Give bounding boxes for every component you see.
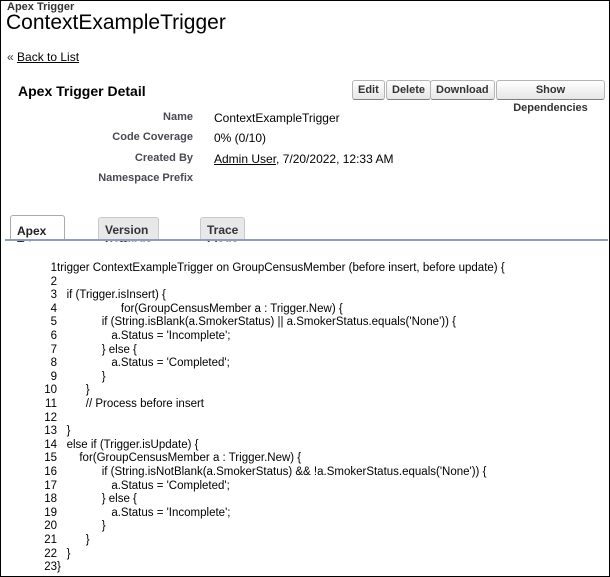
line-number: 7 bbox=[50, 343, 57, 356]
line-number: 5 bbox=[50, 316, 57, 329]
line-number: 6 bbox=[50, 330, 57, 342]
line-number: 22 bbox=[44, 547, 57, 560]
code-text: // Process before insert bbox=[57, 398, 205, 410]
code-text: a.Status = 'Incomplete'; bbox=[57, 506, 231, 519]
field-row-created-by bbox=[5, 152, 603, 172]
code-text: } else { bbox=[57, 343, 137, 356]
back-prefix: « bbox=[7, 50, 14, 64]
code-text: } bbox=[57, 370, 106, 383]
code-text: a.Status = 'Completed'; bbox=[57, 357, 230, 370]
back-to-list-link[interactable]: Back to List bbox=[17, 50, 80, 64]
code-text: for(GroupCensusMember a : Trigger.New) { bbox=[57, 302, 343, 315]
line-number: 21 bbox=[44, 534, 57, 546]
line-number: 11 bbox=[45, 398, 57, 410]
detail-section-title: Apex Trigger Detail bbox=[18, 83, 146, 99]
code-text: a.Status = 'Incomplete'; bbox=[57, 330, 231, 342]
field-label: Name bbox=[163, 111, 193, 123]
code-text: trigger ContextExampleTrigger on GroupCensusMember (before insert, before update) { bbox=[57, 262, 505, 274]
code-text: } bbox=[57, 561, 61, 574]
field-label: Created By bbox=[134, 152, 193, 164]
code-viewer[interactable] bbox=[5, 242, 608, 575]
record-type-label: Apex Trigger bbox=[7, 1, 75, 13]
field-row-namespace-prefix bbox=[5, 172, 603, 192]
line-number: 1 bbox=[50, 262, 57, 274]
line-number: 12 bbox=[44, 411, 57, 424]
code-text: } else { bbox=[57, 493, 137, 506]
line-number: 9 bbox=[50, 370, 57, 383]
line-number: 20 bbox=[44, 520, 57, 533]
line-number: 2 bbox=[50, 275, 57, 288]
code-text: a.Status = 'Completed'; bbox=[57, 479, 230, 492]
page-title: ContextExampleTrigger bbox=[6, 11, 226, 34]
download-button[interactable]: Download bbox=[430, 80, 495, 100]
field-value: 0% (0/10) bbox=[214, 131, 267, 145]
field-row-name bbox=[5, 111, 603, 131]
code-text: } bbox=[57, 520, 106, 533]
field-label: Code Coverage bbox=[112, 131, 193, 143]
delete-button[interactable]: Delete bbox=[386, 80, 431, 100]
line-number: 13 bbox=[44, 425, 57, 438]
line-number: 8 bbox=[50, 357, 57, 370]
line-number: 3 bbox=[50, 289, 57, 302]
tab-trace-flags[interactable]: Trace bbox=[200, 217, 245, 241]
code-text: } bbox=[57, 425, 71, 438]
line-number: 14 bbox=[44, 438, 57, 451]
code-text: } bbox=[57, 547, 71, 560]
line-number: 18 bbox=[44, 493, 57, 506]
tab-apex-trigger[interactable]: Apex bbox=[10, 215, 65, 241]
back-row bbox=[7, 50, 79, 64]
created-by-user-link[interactable]: Admin User bbox=[214, 152, 277, 166]
field-row-code-coverage bbox=[5, 131, 603, 151]
tab-underline bbox=[5, 239, 608, 241]
line-number: 15 bbox=[44, 452, 57, 465]
field-value: ContextExampleTrigger bbox=[214, 111, 340, 125]
line-number: 23 bbox=[44, 561, 57, 574]
line-number: 19 bbox=[44, 506, 57, 519]
code-text: if (Trigger.isInsert) { bbox=[57, 289, 166, 302]
line-number: 16 bbox=[44, 466, 57, 478]
line-number: 4 bbox=[50, 302, 57, 315]
created-date: , 7/20/2022, 12:33 AM bbox=[276, 152, 394, 166]
field-label: Namespace Prefix bbox=[98, 172, 193, 184]
field-value-created-by bbox=[214, 152, 393, 166]
tab-version-settings[interactable]: Version bbox=[98, 217, 159, 241]
code-text: } bbox=[57, 384, 90, 397]
edit-button[interactable]: Edit bbox=[352, 80, 385, 100]
line-number: 10 bbox=[44, 384, 57, 397]
code-text: for(GroupCensusMember a : Trigger.New) { bbox=[57, 452, 302, 465]
code-text: if (String.isNotBlank(a.SmokerStatus) && !a.SmokerStatus.equals('None')) { bbox=[57, 466, 487, 478]
code-text: } bbox=[57, 534, 90, 546]
code-text: if (String.isBlank(a.SmokerStatus) || a.SmokerStatus.equals('None')) { bbox=[57, 316, 456, 329]
show-dependencies-button[interactable]: Show Dependencies bbox=[496, 80, 605, 100]
code-text: else if (Trigger.isUpdate) { bbox=[57, 438, 199, 451]
line-number: 17 bbox=[44, 479, 57, 492]
